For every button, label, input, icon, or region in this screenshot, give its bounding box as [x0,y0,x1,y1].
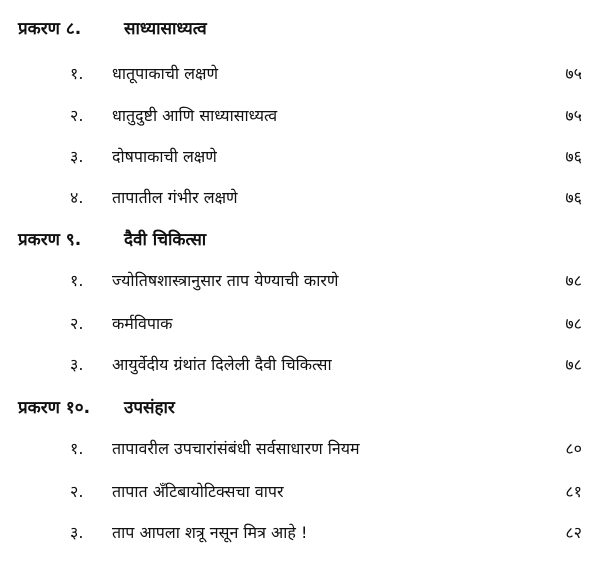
entry-page-number: ७८ [565,355,582,374]
toc-entry[interactable] [70,145,582,169]
chapter-title: साध्यासाध्यत्व [124,19,207,39]
entry-title: तापात अँटिबायोटिक्सचा वापर [112,482,284,501]
entry-index: ४. [70,188,84,207]
entry-page-number: ८० [565,439,582,458]
entry-index: १. [70,439,84,458]
entry-index: ३. [70,523,84,542]
chapter-title: उपसंहार [124,398,175,418]
entry-page-number: ७८ [565,271,582,290]
entry-title: ज्योतिषशास्त्रानुसार ताप येण्याची कारणे [112,271,339,290]
chapter-label: प्रकरण ८. [18,19,82,39]
toc-entry[interactable] [70,269,582,293]
entry-page-number: ७८ [565,314,582,333]
chapter-label: प्रकरण ९. [18,230,82,250]
toc-entry[interactable] [70,186,582,210]
toc-entry[interactable] [70,312,582,336]
toc-entry[interactable] [70,480,582,504]
entry-index: २. [70,106,84,125]
entry-page-number: ८२ [565,523,582,542]
entry-title: तापावरील उपचारांसंबंधी सर्वसाधारण नियम [112,439,360,458]
entry-page-number: ७५ [565,64,582,83]
toc-entry[interactable] [70,353,582,377]
toc-entry[interactable] [70,104,582,128]
entry-page-number: ७६ [565,147,582,166]
entry-index: १. [70,271,84,290]
chapter-label: प्रकरण १०. [18,398,91,418]
entry-index: ३. [70,355,84,374]
entry-title: दोषपाकाची लक्षणे [112,147,217,166]
entry-title: कर्मविपाक [112,314,173,333]
toc-entry[interactable] [70,437,582,461]
chapter-title: दैवी चिकित्सा [124,230,207,250]
entry-title: आयुर्वेदीय ग्रंथांत दिलेली दैवी चिकित्सा [112,355,332,374]
chapter-heading [18,396,175,420]
chapter-heading [18,17,207,41]
chapter-heading [18,228,206,252]
entry-title: ताप आपला शत्रू नसून मित्र आहे ! [112,523,308,542]
entry-index: ३. [70,147,84,166]
entry-page-number: ७५ [565,106,582,125]
entry-index: २. [70,482,84,501]
toc-entry[interactable] [70,521,582,545]
entry-page-number: ८१ [565,482,582,501]
entry-title: तापातील गंभीर लक्षणे [112,188,238,207]
toc-entry[interactable] [70,62,582,86]
entry-index: १. [70,64,84,83]
entry-title: धातूपाकाची लक्षणे [112,64,219,83]
entry-title: धातुदुष्टी आणि साध्यासाध्यत्व [112,106,278,125]
entry-index: २. [70,314,84,333]
entry-page-number: ७६ [565,188,582,207]
